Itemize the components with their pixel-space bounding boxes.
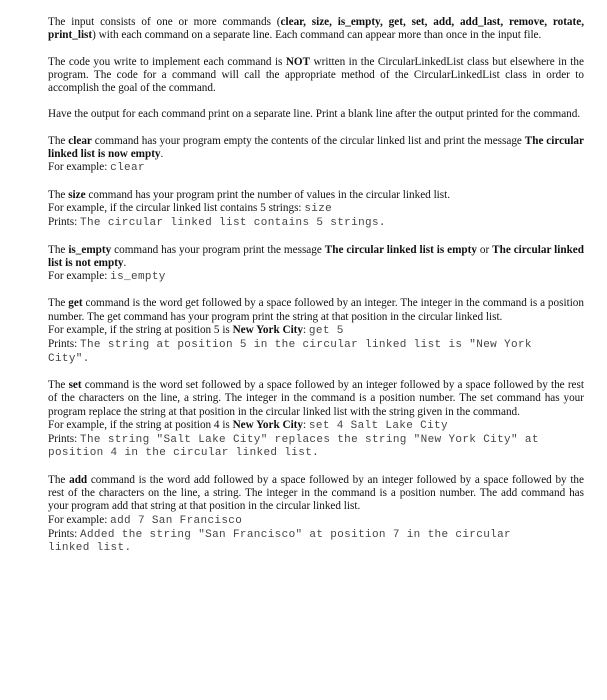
set-prints-code-line-2: position 4 in the circular linked list. xyxy=(48,447,320,460)
is-empty-text-2: command has your program print the message xyxy=(111,243,325,256)
intro-text-end: ) with each command on a separate line. Each command can appear more than once in the input file. xyxy=(92,29,542,42)
size-prints xyxy=(48,216,584,230)
get-example-label: For example, if the string at position 5 is xyxy=(48,324,233,337)
add-keyword: add xyxy=(69,473,88,486)
set-prints-code-line-1: The string "Salt Lake City" replaces the string "New York City" at xyxy=(80,434,539,447)
get-example xyxy=(48,324,584,338)
add-section xyxy=(48,474,584,556)
size-example xyxy=(48,202,584,216)
clear-keyword: clear xyxy=(68,134,92,147)
set-prints-label: Prints: xyxy=(48,433,81,446)
impl-not-emphasis: NOT xyxy=(285,55,311,68)
set-example-code: set 4 Salt Lake City xyxy=(308,419,448,432)
set-example xyxy=(48,419,584,433)
clear-example-code: clear xyxy=(110,162,145,175)
set-example-label: For example, if the string at position 4 is xyxy=(48,418,233,431)
clear-example xyxy=(48,161,584,175)
document-page xyxy=(48,16,584,569)
is-empty-message-empty: The circular linked list is empty xyxy=(324,243,477,256)
intro-paragraph xyxy=(48,16,584,43)
size-example-code: size xyxy=(304,202,333,215)
size-text-1: The xyxy=(48,188,69,201)
get-section xyxy=(48,297,584,365)
is-empty-example-label: For example: xyxy=(48,270,111,283)
output-note-text: Have the output for each command print on a separate line. Print a blank line after the output printed for the command. xyxy=(48,108,581,121)
size-prints-label: Prints: xyxy=(48,216,81,229)
is-empty-text-3: or xyxy=(476,243,493,256)
size-text-2: command has your program print the number of values in the circular linked list. xyxy=(85,188,451,201)
add-example-code: add 7 San Francisco xyxy=(110,514,243,527)
get-text-1: The xyxy=(48,297,69,310)
impl-text-start: The code you write to implement each command is xyxy=(48,55,286,68)
is-empty-example-code: is_empty xyxy=(110,271,166,284)
clear-description xyxy=(48,135,584,162)
get-text-2: command is the word get followed by a space followed by an integer. The integer in the command is a position number. The get command has your program print the string at that position in the circular linked list. xyxy=(48,297,584,323)
size-description xyxy=(48,189,584,202)
set-example-separator: : xyxy=(303,418,309,431)
output-note-paragraph xyxy=(48,108,584,121)
implementation-paragraph xyxy=(48,56,584,96)
size-prints-code: The circular linked list contains 5 strings. xyxy=(80,217,386,230)
get-keyword: get xyxy=(68,297,83,310)
set-keyword: set xyxy=(68,378,82,391)
is-empty-text-1: The xyxy=(48,243,69,256)
clear-text-3: . xyxy=(160,148,164,161)
get-prints-code-line-2: City". xyxy=(48,352,90,365)
add-prints-label: Prints: xyxy=(48,527,81,540)
clear-message: The circular linked list is now empty xyxy=(48,134,584,161)
get-example-city: New York City xyxy=(232,324,304,337)
get-example-separator: : xyxy=(303,324,309,337)
get-prints xyxy=(48,338,584,352)
clear-text-2: command has your program empty the contents of the circular linked list and print the message xyxy=(91,134,525,147)
add-text-1: The xyxy=(48,473,70,486)
intro-text-start: The input consists of one or more commands ( xyxy=(48,16,281,28)
add-example xyxy=(48,514,584,528)
impl-text-end: written in the CircularLinkedList class but elsewhere in the program. The code for a command will call the appropriate method of the CircularLinkedList class in order to accomplish the goal of the command. xyxy=(48,55,584,95)
add-prints-code-line-2: linked list. xyxy=(48,542,132,555)
is-empty-keyword: is_empty xyxy=(68,243,112,256)
add-text-2: command is the word add followed by a space followed by an integer followed by a space followed by the rest of the characters on the line, a string. The integer in the command is a position number. The add command has your program add that string at that position in the circular linked list. xyxy=(48,473,584,513)
add-example-label: For example: xyxy=(48,513,111,526)
get-example-code: get 5 xyxy=(308,325,344,338)
is-empty-section xyxy=(48,244,584,285)
is-empty-example xyxy=(48,270,584,284)
set-prints xyxy=(48,433,584,447)
set-description xyxy=(48,379,584,419)
is-empty-description xyxy=(48,244,584,271)
set-text-1: The xyxy=(48,378,69,391)
clear-section xyxy=(48,135,584,176)
is-empty-text-4: . xyxy=(123,256,127,269)
clear-text-1: The xyxy=(48,134,69,147)
add-prints xyxy=(48,528,584,542)
size-section xyxy=(48,189,584,231)
command-list: clear, size, is_empty, get, set, add, add_last, remove, rotate, print_list xyxy=(48,16,585,42)
size-example-label: For example, if the circular linked list contains 5 strings: xyxy=(48,201,305,214)
set-section xyxy=(48,379,584,461)
set-example-city: New York City xyxy=(232,418,304,431)
add-description xyxy=(48,474,584,514)
clear-example-label: For example: xyxy=(48,161,111,174)
set-text-2: command is the word set followed by a space followed by an integer followed by a space followed by the rest of the characters on the line, a string. The integer in the command is a position number. The set command has your program replace the string at that position in the circular linked list with the string given in the command. xyxy=(48,378,584,418)
is-empty-message-not-empty: The circular linked list is not empty xyxy=(48,243,584,269)
get-prints-code-line-1: The string at position 5 in the circular linked list is "New York xyxy=(80,339,532,352)
get-prints-label: Prints: xyxy=(48,338,81,351)
add-prints-code-line-1: Added the string "San Francisco" at position 7 in the circular xyxy=(80,528,511,541)
size-keyword: size xyxy=(68,188,86,201)
get-description xyxy=(48,297,584,324)
